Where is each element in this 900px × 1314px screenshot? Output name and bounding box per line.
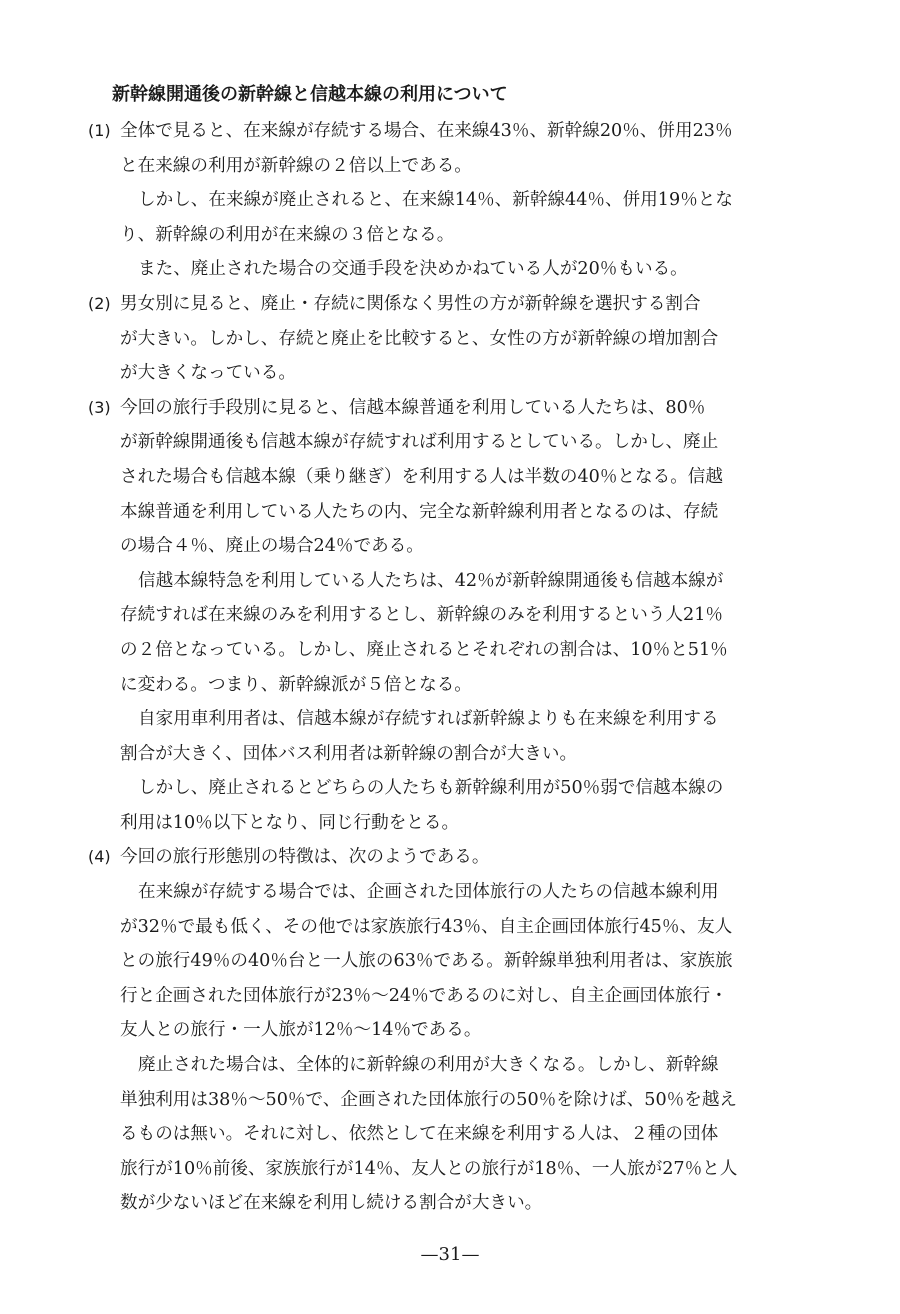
section-item: [88, 391, 818, 841]
section-number: (2): [88, 293, 111, 313]
paragraph-line: 割合が大きく、団体バス利用者は新幹線の割合が大きい。: [120, 743, 578, 764]
document-title: 新幹線開通後の新幹線と信越本線の利用について: [112, 84, 508, 105]
section-item: [88, 287, 818, 391]
paragraph-line: り、新幹線の利用が在来線の３倍となる。: [120, 224, 455, 245]
paragraph-line: るものは無い。それに対し、依然として在来線を利用する人は、２種の団体: [120, 1124, 719, 1145]
paragraph-line: が大きい。しかし、存続と廃止を比較すると、女性の方が新幹線の増加割合: [120, 328, 719, 349]
paragraph-line: に変わる。つまり、新幹線派が５倍となる。: [120, 674, 472, 695]
paragraph-line: 信越本線特急を利用している人たちは、42％が新幹線開通後も信越本線が: [138, 570, 724, 591]
section-item: [88, 840, 818, 1221]
paragraph-line: 友人との旅行・一人旅が12％～14％である。: [120, 1020, 482, 1041]
paragraph-line: 行と企画された団体旅行が23％～24％であるのに対し、自主企画団体旅行・: [120, 985, 728, 1006]
paragraph-line: 全体で見ると、在来線が存続する場合、在来線43％、新幹線20％、併用23％: [120, 121, 733, 141]
paragraph-line: が大きくなっている。: [120, 363, 296, 384]
section-item: [88, 114, 818, 287]
paragraph-line: 今回の旅行手段別に見ると、信越本線普通を利用している人たちは、80％: [120, 397, 706, 418]
paragraph-line: との旅行49％の40％台と一人旅の63％である。新幹線単独利用者は、家族旅: [120, 951, 733, 972]
paragraph-line: 今回の旅行形態別の特徴は、次のようである。: [120, 847, 490, 868]
paragraph-line: 単独利用は38％～50％で、企画された団体旅行の50％を除けば、50％を越え: [120, 1089, 738, 1110]
paragraph-line: しかし、廃止されるとどちらの人たちも新幹線利用が50％弱で信越本線の: [138, 778, 724, 799]
paragraph-line: が32％で最も低く、その他では家族旅行43％、自主企画団体旅行45％、友人: [120, 916, 733, 937]
paragraph-line: 数が少ないほど在来線を利用し続ける割合が大きい。: [120, 1193, 543, 1214]
paragraph-line: 自家用車利用者は、信越本線が存続すれば新幹線よりも在来線を利用する: [138, 709, 719, 730]
paragraph-line: しかし、在来線が廃止されると、在来線14％、新幹線44％、併用19％とな: [138, 190, 733, 211]
paragraph-line: 廃止された場合は、全体的に新幹線の利用が大きくなる。しかし、新幹線: [138, 1055, 719, 1076]
paragraph-line: の場合４％、廃止の場合24％である。: [120, 536, 424, 557]
paragraph-line: の２倍となっている。しかし、廃止されるとそれぞれの割合は、10％と51％: [120, 639, 728, 660]
section-number: (3): [88, 397, 111, 417]
page-number: —31—: [420, 1244, 480, 1265]
paragraph-line: また、廃止された場合の交通手段を決めかねている人が20％もいる。: [138, 259, 688, 280]
paragraph-line: された場合も信越本線（乗り継ぎ）を利用する人は半数の40％となる。信越: [120, 466, 723, 487]
paragraph-line: 存続すれば在来線のみを利用するとし、新幹線のみを利用するという人21％: [120, 605, 723, 626]
document-body: [88, 114, 818, 1221]
section-number: (4): [88, 847, 111, 867]
paragraph-line: 利用は10％以下となり、同じ行動をとる。: [120, 812, 460, 833]
paragraph-line: 旅行が10％前後、家族旅行が14％、友人との旅行が18％、一人旅が27％と人: [120, 1158, 738, 1179]
paragraph-line: 本線普通を利用している人たちの内、完全な新幹線利用者となるのは、存続: [120, 501, 719, 522]
section-number: (1): [88, 121, 111, 140]
paragraph-line: と在来線の利用が新幹線の２倍以上である。: [120, 155, 472, 176]
paragraph-line: 男女別に見ると、廃止・存続に関係なく男性の方が新幹線を選択する割合: [120, 293, 701, 314]
paragraph-line: 在来線が存続する場合では、企画された団体旅行の人たちの信越本線利用: [138, 882, 719, 903]
paragraph-line: が新幹線開通後も信越本線が存続すれば利用するとしている。しかし、廃止: [120, 432, 719, 453]
